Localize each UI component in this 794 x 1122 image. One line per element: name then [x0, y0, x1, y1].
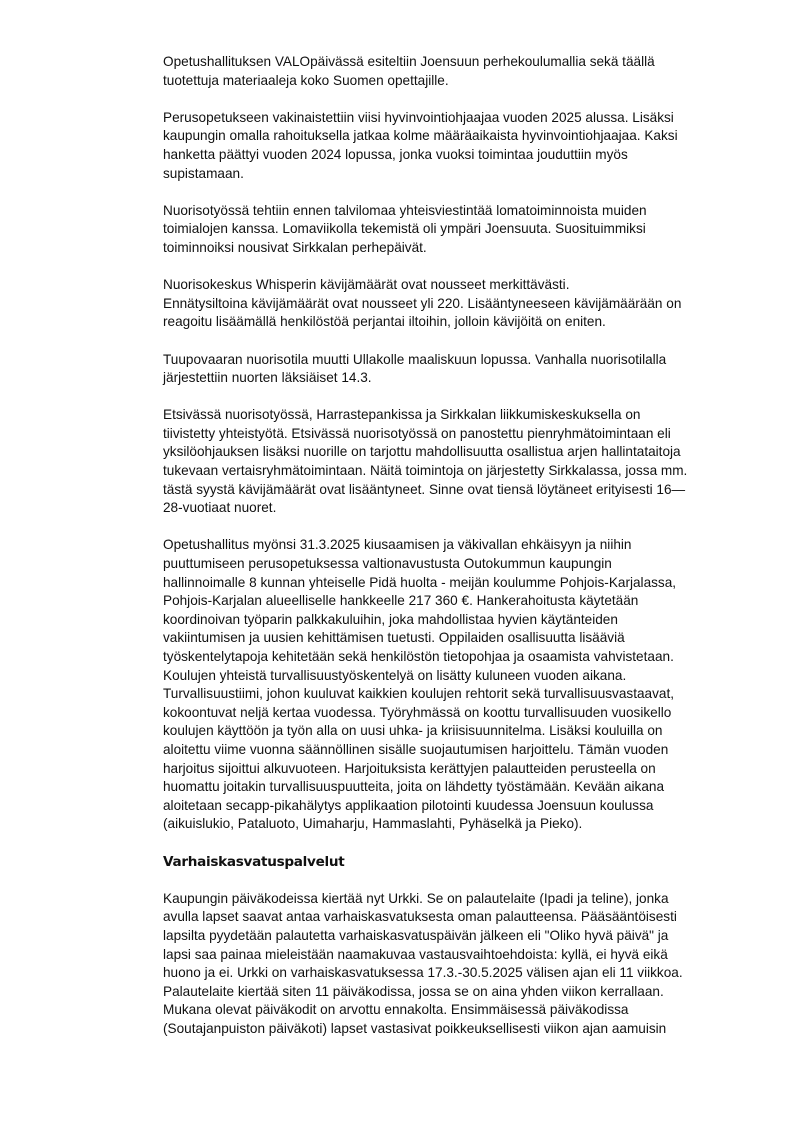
text-line: lapsilta pyydetään palautetta varhaiskasvatuspäivän jälkeen eli "Oliko hyvä päivä" ja — [163, 927, 669, 943]
text-line: Kaupungin päiväkodeissa kiertää nyt Urkki. Se on palautelaite (Ipadi ja teline), jonka — [163, 890, 669, 906]
text-line: tuotettuja materiaaleja koko Suomen opettajille. — [163, 72, 449, 88]
text-line: tiivistetty yhteistyötä. Etsivässä nuorisotyössä on panostettu pienryhmätoimintaan eli — [163, 425, 671, 441]
text-line: Mukana olevat päiväkodit on arvottu ennakolta. Ensimmäisessä päiväkodissa — [163, 1002, 629, 1018]
text-line: tukevaan vertaisryhmätoimintaan. Näitä toimintoja on järjestetty Sirkkalassa, jossa mm. — [163, 463, 688, 479]
text-line: Turvallisuustiimi, johon kuuluvat kaikkien koulujen rehtorit sekä turvallisuusvastaavat, — [163, 686, 675, 702]
text-line: 28-vuotiaat nuoret. — [163, 500, 277, 516]
text-line: puuttumiseen perusopetuksessa valtionavustusta Outokummun kaupungin — [163, 556, 612, 572]
text-line: koulujen käyttöön ja työn alla on uusi uhka- ja kriisisuunnitelma. Lisäksi kouluilla on — [163, 723, 663, 739]
paragraph-urkki-feedback-device — [163, 890, 733, 1039]
paragraph-anti-bullying-grant — [163, 536, 733, 834]
text-line: (Soutajanpuiston päiväkoti) lapset vastasivat poikkeuksellisesti viikon ajan aamuisin — [163, 1020, 667, 1036]
text-line: Nuorisokeskus Whisperin kävijämäärät ovat nousseet merkittävästi. — [163, 277, 570, 293]
paragraph-whisper-youth-center — [163, 276, 733, 332]
paragraph-valo-day — [163, 53, 733, 90]
text-line: Etsivässä nuorisotyössä, Harrastepankissa ja Sirkkalan liikkumiskeskuksella on — [163, 407, 641, 423]
text-line: Tuupovaaran nuorisotila muutti Ullakolle maaliskuun lopussa. Vanhalla nuorisotilalla — [163, 351, 667, 367]
text-line: työskentelytapoja kehitetään sekä henkilöstön tietopohjaa ja osaamista vahvistetaan. — [163, 649, 674, 664]
text-line: Palautelaite kiertää siten 11 päiväkodissa, jossa se on aina yhden viikon kerrallaan. — [163, 983, 664, 999]
text-line: järjestettiin nuorten läksiäiset 14.3. — [163, 370, 372, 386]
text-line: reagoitu lisäämällä henkilöstöä perjantai iltoihin, jolloin kävijöitä on eniten. — [163, 314, 606, 330]
text-line: Perusopetukseen vakinaistettiin viisi hyvinvointiohjaajaa vuoden 2025 alussa. Lisäksi — [163, 109, 674, 125]
document-page — [163, 53, 733, 1057]
text-line: vakiintumisen ja uusien kehittämisen tuetusti. Oppilaiden osallisuutta lisääviä — [163, 630, 625, 646]
paragraph-wellbeing-counselors — [163, 109, 733, 183]
text-line: aloitettu viime vuonna säännöllinen sisälle suojautumisen harjoittelu. Tämän vuoden — [163, 741, 669, 757]
text-line: kaupungin omalla rahoituksella jatkaa kolme määräaikaista hyvinvointiohjaajaa. Kaksi — [163, 128, 678, 144]
paragraph-outreach-youth-work — [163, 406, 733, 518]
text-line: harjoitus sijoittui alkuvuoteen. Harjoituksista kerättyjen palautteiden perusteella on — [163, 760, 656, 776]
text-line: yksilöohjauksen lisäksi nuorille on tarjottu mahdollisuutta osallistua arjen hallintataitoja — [163, 444, 681, 460]
text-line: toiminnoiksi nousivat Sirkkalan perhepäivät. — [163, 239, 427, 255]
text-line: Opetushallitus myönsi 31.3.2025 kiusaamisen ja väkivallan ehkäisyyn ja niihin — [163, 537, 632, 553]
text-line: Pohjois-Karjalan alueelliselle hankkeelle 217 360 €. Hankerahoitusta käytetään — [163, 593, 639, 609]
text-line: lapsi saa painaa mieleistään naamakuvaa vastausvaihtoehdoista: kyllä, ei hyvä eikä — [163, 946, 668, 962]
section-heading-early-childhood-education: Varhaiskasvatuspalvelut — [163, 853, 345, 870]
text-line: tästä syystä kävijämäärät ovat lisääntyneet. Sinne ovat tiensä löytäneet erityisesti 16— — [163, 481, 686, 497]
text-line: kokoontuvat neljä kertaa vuodessa. Työryhmässä on koottu turvallisuuden vuosikello — [163, 704, 672, 720]
paragraph-youth-work-winter-holiday — [163, 202, 733, 258]
text-line: huono ja ei. Urkki on varhaiskasvatuksessa 17.3.-30.5.2025 välisen ajan eli 11 viikkoa. — [163, 965, 683, 981]
text-line: supistamaan. — [163, 165, 244, 181]
text-line: Ennätysiltoina kävijämäärät ovat nousseet yli 220. Lisääntyneeseen kävijämäärään on — [163, 295, 682, 311]
text-line: Opetushallituksen VALOpäivässä esiteltiin Joensuun perhekoulumallia sekä täällä — [163, 54, 655, 69]
text-line: Koulujen yhteistä turvallisuustyöskentelyä on lisätty kuluneen vuoden aikana. — [163, 667, 627, 683]
text-line: hanketta päättyi vuoden 2024 lopussa, jonka vuoksi toimintaa jouduttiin myös — [163, 146, 628, 162]
text-line: (aikuislukio, Pataluoto, Uimaharju, Hammaslahti, Pyhäselkä ja Pieko). — [163, 816, 583, 832]
text-line: hallinnoimalle 8 kunnan yhteiselle Pidä huolta - meijän koulumme Pohjois-Karjalassa, — [163, 574, 677, 590]
paragraph-tuupovaara-youth-space — [163, 351, 733, 388]
text-line: avulla lapset saavat antaa varhaiskasvatuksesta oman palautteensa. Pääsääntöisesti — [163, 909, 677, 925]
text-line: aloitetaan secapp-pikahälytys applikaation pilotointi kuudessa Joensuun koulussa — [163, 797, 654, 813]
text-line: Nuorisotyössä tehtiin ennen talvilomaa yhteisviestintää lomatoiminnoista muiden — [163, 202, 647, 218]
text-line: koordinoivan työparin palkkakuluihin, joka mahdollistaa hyvien käytänteiden — [163, 611, 618, 627]
text-line: huomattu joitakin turvallisuuspuutteita, joita on lähdetty työstämään. Kevään aikana — [163, 779, 665, 795]
text-line: toimialojen kanssa. Lomaviikolla tekemistä oli ympäri Joensuuta. Suosituimmiksi — [163, 221, 646, 237]
